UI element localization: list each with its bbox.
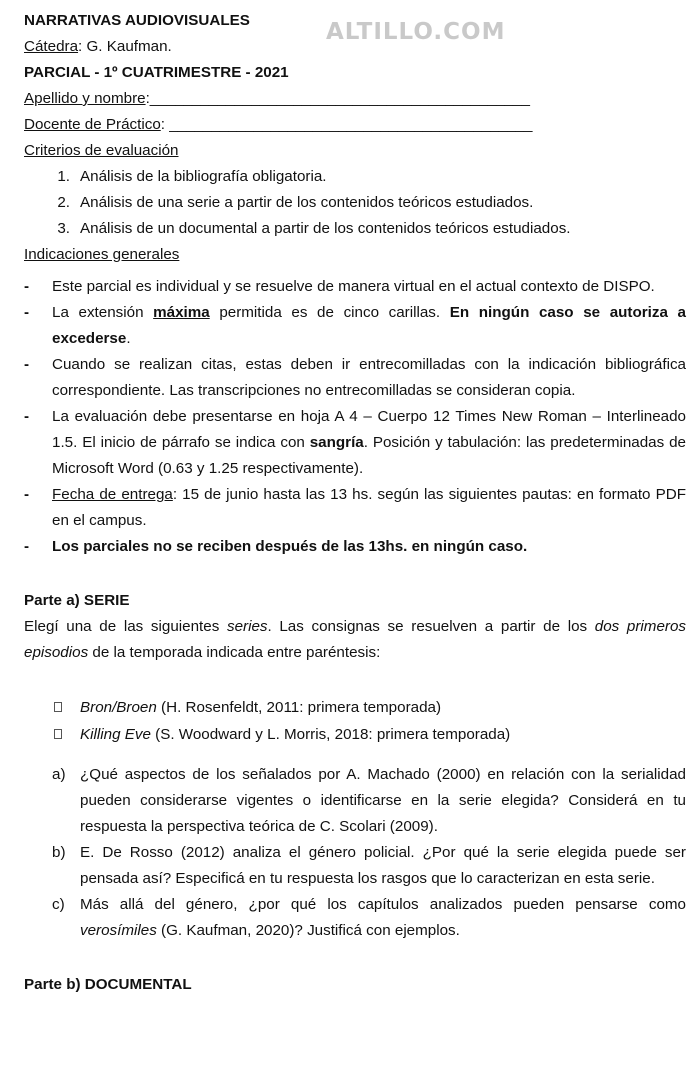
question-item xyxy=(24,892,686,944)
indicacion-item xyxy=(24,274,686,300)
criterio-number: 1. xyxy=(57,168,70,185)
criterio-number: 3. xyxy=(57,220,70,237)
question-letter: a) xyxy=(52,766,66,783)
watermark-logo: ALTILLO.COM xyxy=(326,19,506,45)
dash-bullet: - xyxy=(24,278,30,295)
indicacion-text: La evaluación debe presentarse en hoja A 4 – Cuerpo 12 Times New Roman – Interlineado 1.5. El inicio de párrafo se indica con sangría. Posición y tabulación: las predeterminadas de Microsoft Word (0.63 y 1.25 respectivamente). xyxy=(52,408,686,477)
criterio-item xyxy=(24,216,686,242)
indicacion-text: La extensión máxima permitida es de cinco carillas. En ningún caso se autoriza a excederse. xyxy=(52,304,686,347)
parte-a-intro: Elegí una de las siguientes series. Las consignas se resuelven a partir de los dos primeros episodios de la temporada indicada entre paréntesis: xyxy=(24,618,687,661)
serie-title: Bron/Broen xyxy=(80,699,157,716)
indicacion-text: Este parcial es individual y se resuelve de manera virtual en el actual contexto de DISPO. xyxy=(52,278,655,295)
emphasis-sangria: sangría xyxy=(309,434,364,451)
emphasis-maxima: máxima xyxy=(153,304,210,321)
dash-bullet: - xyxy=(24,408,30,425)
dash-bullet: - xyxy=(24,356,30,373)
criterio-text: Análisis de una serie a partir de los contenidos teóricos estudiados. xyxy=(80,194,534,211)
indicacion-text: Fecha de entrega: 15 de junio hasta las 13 hs. según las siguientes pautas: en formato PDF en el campus. xyxy=(52,486,686,529)
parte-b-heading: Parte b) DOCUMENTAL xyxy=(24,976,192,993)
docente-blank: : ___________________________________________ xyxy=(160,116,533,133)
course-title: NARRATIVAS AUDIOVISUALES xyxy=(24,12,250,29)
question-item xyxy=(24,840,686,892)
serie-title: Killing Eve xyxy=(80,726,151,743)
catedra-line xyxy=(24,34,686,60)
serie-option xyxy=(24,721,686,748)
checkbox-icon xyxy=(24,694,80,721)
dash-bullet: - xyxy=(24,486,30,503)
indicacion-item xyxy=(24,482,686,534)
serie-detail: (S. Woodward y L. Morris, 2018: primera temporada) xyxy=(150,726,511,743)
indicacion-item xyxy=(24,404,686,482)
criterios-heading: Criterios de evaluación xyxy=(24,142,179,159)
criterio-number: 2. xyxy=(57,194,70,211)
catedra-value: : G. Kaufman. xyxy=(78,38,172,55)
dash-bullet: - xyxy=(24,538,30,555)
docente-label: Docente de Práctico xyxy=(24,116,161,133)
dash-bullet: - xyxy=(24,304,30,321)
exam-title: PARCIAL - 1º CUATRIMESTRE - 2021 xyxy=(24,64,289,81)
serie-detail: (H. Rosenfeldt, 2011: primera temporada) xyxy=(156,699,442,716)
docente-line xyxy=(24,112,686,138)
question-letter: b) xyxy=(52,844,66,861)
indicacion-text: Los parciales no se reciben después de las 13hs. en ningún caso. xyxy=(52,538,528,555)
indicaciones-heading: Indicaciones generales xyxy=(24,246,180,263)
serie-option xyxy=(24,694,686,721)
fecha-label: Fecha de entrega xyxy=(52,486,173,503)
document-page xyxy=(24,8,686,998)
question-text: E. De Rosso (2012) analiza el género policial. ¿Por qué la serie elegida puede ser pensada así? Especificá en tu respuesta los rasgos que lo caracterizan en esta serie. xyxy=(80,844,686,887)
question-text: Más allá del género, ¿por qué los capítulos analizados pueden pensarse como verosímiles (G. Kaufman, 2020)? Justificá con ejemplos. xyxy=(80,896,686,939)
question-letter: c) xyxy=(52,896,65,913)
checkbox-icon xyxy=(24,721,80,748)
name-label: Apellido y nombre xyxy=(24,90,146,107)
indicacion-item xyxy=(24,534,686,560)
indicacion-item xyxy=(24,300,686,352)
emphasis-no-exceder: En ningún caso se autoriza a excederse xyxy=(52,304,686,347)
indicacion-text: Cuando se realizan citas, estas deben ir entrecomilladas con la indicación bibliográfica correspondiente. Las transcripciones no entrecomilladas se consideran copia. xyxy=(52,356,686,399)
criterio-item xyxy=(24,190,686,216)
name-blank: :_____________________________________________ xyxy=(145,90,530,107)
question-item xyxy=(24,762,686,840)
catedra-label: Cátedra xyxy=(24,38,79,55)
question-text: ¿Qué aspectos de los señalados por A. Machado (2000) en relación con la serialidad pueden considerarse vigentes o identificarse en la serie elegida? Considerá en tu respuesta la perspectiva teórica de C. Scolari (2009). xyxy=(80,766,686,835)
criterio-text: Análisis de la bibliografía obligatoria. xyxy=(80,168,327,185)
indicacion-item xyxy=(24,352,686,404)
name-line xyxy=(24,86,686,112)
criterio-item xyxy=(24,164,686,190)
criterio-text: Análisis de un documental a partir de los contenidos teóricos estudiados. xyxy=(80,220,571,237)
parte-a-heading: Parte a) SERIE xyxy=(24,592,130,609)
